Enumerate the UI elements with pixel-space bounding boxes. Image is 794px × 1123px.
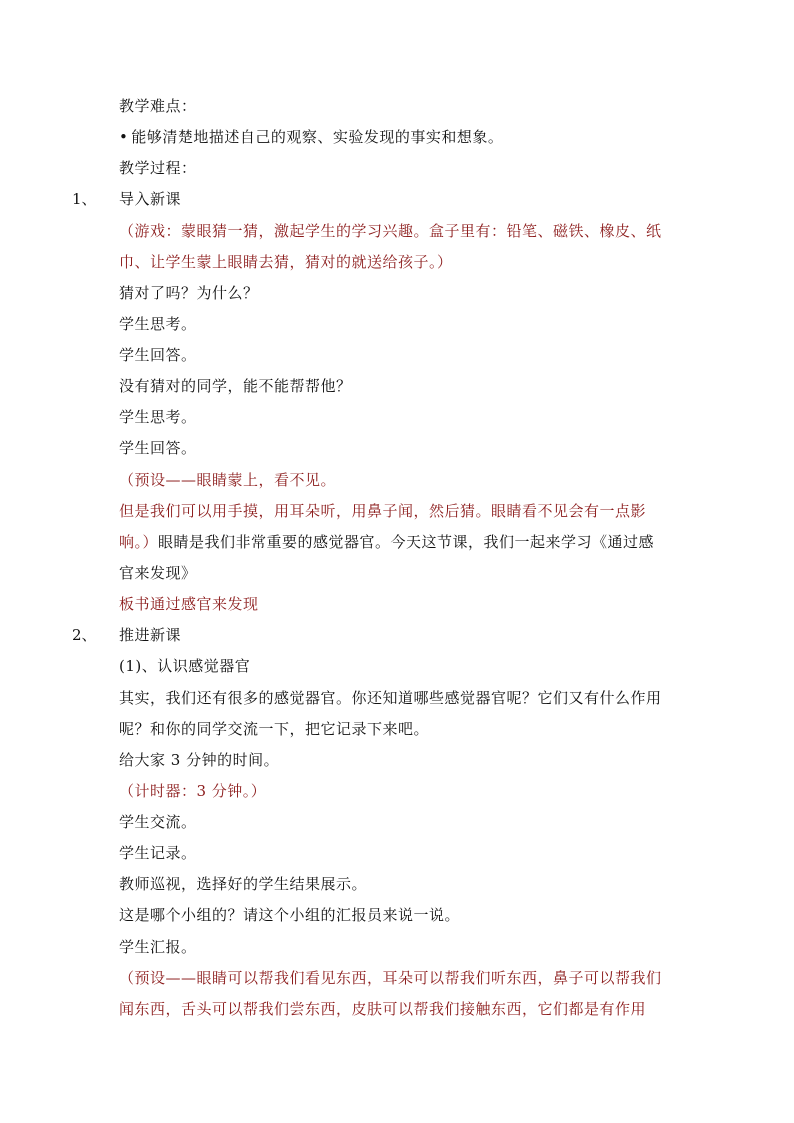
preset2-line-2: 闻东西，舌头可以帮我们尝东西，皮肤可以帮我们接触东西，它们都是有作用 (119, 1000, 647, 1018)
preset1-line-3 (119, 527, 679, 558)
section1-title: 导入新课 (119, 190, 182, 208)
section1-number: 1、 (72, 190, 97, 208)
section2-title: 推进新课 (119, 626, 182, 644)
student-answer-2: 学生回答。 (119, 439, 197, 457)
preset1-line-3-black: 眼睛是我们非常重要的感觉器官。今天这节课，我们一起来学习《通过感 (158, 533, 655, 551)
paragraph-1-line-1: 其实，我们还有很多的感觉器官。你还知道哪些感觉器官呢？它们又有什么作用 (119, 689, 662, 707)
timer-note: （计时器：3 分钟。） (119, 782, 267, 800)
which-group: 这是哪个小组的？请这个小组的汇报员来说一说。 (119, 906, 461, 924)
preset1-line-1: （预设——眼睛蒙上，看不见。 (119, 471, 337, 489)
game-line-1: （游戏：蒙眼猜一猜，激起学生的学习兴趣。盒子里有：铅笔、磁铁、橡皮、纸 (119, 222, 662, 240)
time-given: 给大家 3 分钟的时间。 (119, 751, 280, 769)
difficulty-heading: 教学难点： (119, 97, 197, 115)
student-think-1: 学生思考。 (119, 315, 197, 333)
game-line-2: 巾、让学生蒙上眼睛去猜，猜对的就送给孩子。） (119, 253, 453, 271)
student-answer-1: 学生回答。 (119, 346, 197, 364)
preset1-line-4: 官来发现》 (119, 564, 197, 582)
student-think-2: 学生思考。 (119, 408, 197, 426)
section2-number: 2、 (72, 626, 97, 644)
paragraph-1-line-2: 呢？和你的同学交流一下，把它记录下来吧。 (119, 720, 430, 738)
bullet-icon: • (119, 128, 129, 146)
preset1-line-2: 但是我们可以用手摸，用耳朵听，用鼻子闻，然后猜。眼睛看不见会有一点影 (119, 502, 647, 520)
difficulty-text: 能够清楚地描述自己的观察、实验发现的事实和想象。 (131, 128, 504, 146)
preset2-line-1: （预设——眼睛可以帮我们看见东西，耳朵可以帮我们听东西，鼻子可以帮我们 (119, 969, 662, 987)
student-record: 学生记录。 (119, 844, 197, 862)
teacher-patrol: 教师巡视，选择好的学生结果展示。 (119, 875, 368, 893)
board-writing: 板书通过感官来发现 (119, 595, 259, 613)
preset1-line-3-red: 响。） (119, 533, 159, 551)
student-exchange: 学生交流。 (119, 813, 197, 831)
student-report: 学生汇报。 (119, 938, 197, 956)
process-heading: 教学过程： (119, 159, 197, 177)
question-1: 猜对了吗？为什么？ (119, 284, 259, 302)
subsection-1: (1)、认识感觉器官 (119, 657, 251, 675)
difficulty-item (119, 122, 679, 153)
question-2: 没有猜对的同学，能不能帮帮他？ (119, 377, 352, 395)
